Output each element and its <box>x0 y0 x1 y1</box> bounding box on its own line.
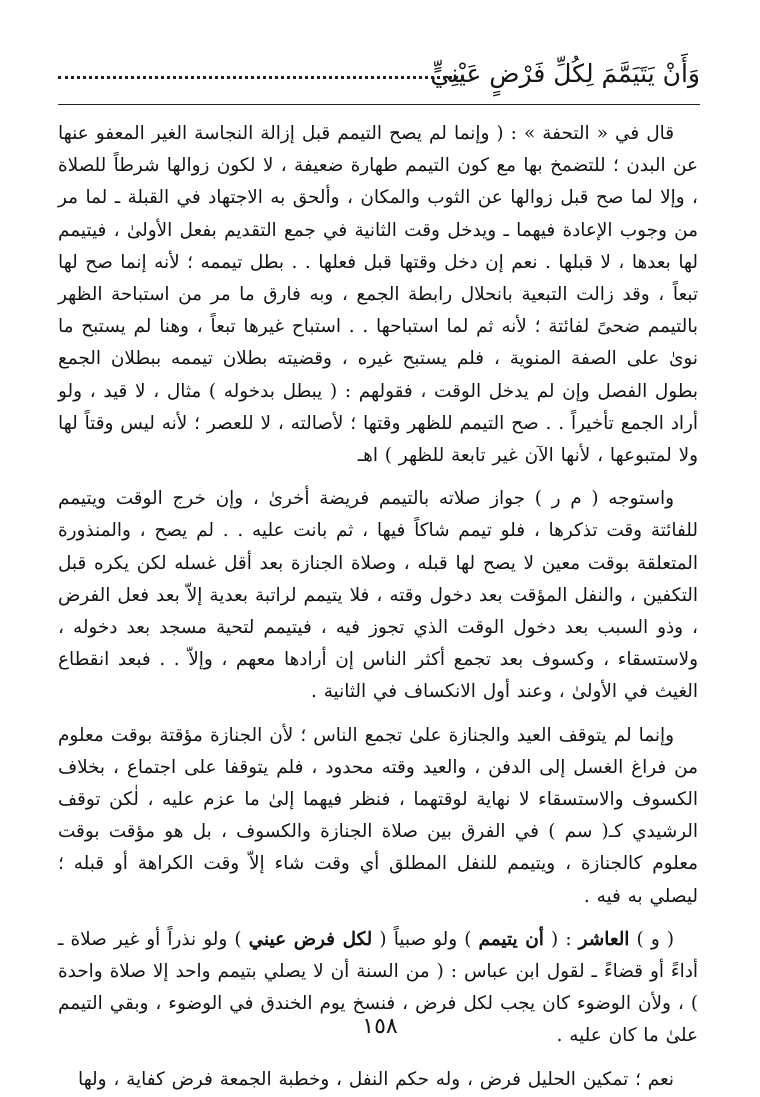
paragraph-gap <box>58 476 698 477</box>
page-header <box>58 52 700 98</box>
tenth-rest: ) ولو نذراً أو غير صلاة ـ أداءً أو قضاءً ـ لقول ابن عباس : ( من السنة أن لا يصلي بتيمم واحد إلا صلاة واحدة ) ، ولأن الوضوء كان يجب لكل فرض ، فنسخ يوم الخندق في الوضوء ، وبقي التيمم علىٰ ما كان عليه . <box>58 928 698 1047</box>
page-body <box>58 118 698 1096</box>
paragraph-eid-janazah: وإنما لم يتوقف العيد والجنازة علىٰ تجمع الناس ؛ لأن الجنازة مؤقتة بوقت معلوم من فراغ الغسل إلى الدفن ، والعيد وقته محدود ، فلم يتوقفا على اجتماع ، بخلاف الكسوف والاستسقاء لا نهاية لوقتهما ، فنظر فيهما إلىٰ ما عزم عليه ، لٰكن توقف الرشيدي كـ( سم ) في الفرق بين صلاة الجنازة والكسوف ، بل هو مؤقت بوقت معلوم كالجنازة ، ويتيمم للنفل المطلق أي وقت شاء إلاّ وقت الكراهة أو قبله ؛ ليصلي به فيه . <box>58 724 698 907</box>
tenth-sep1: : ( <box>543 928 579 950</box>
header-dotted-leader <box>58 76 464 79</box>
tenth-sep2: ) ولو صبياً ( <box>372 928 479 950</box>
tenth-term2: لكل فرض عيني <box>248 928 373 950</box>
running-title: وَأَنْ يَتَيَمَّمَ لِكُلِّ فَرْضٍ عَيْنِيٍّ <box>430 59 700 88</box>
paragraph-mr-opinion: واستوجه ( م ر ) جواز صلاته بالتيمم فريضة أخرىٰ ، وإن خرج الوقت ويتيمم للفائتة وقت تذكرها ، فلو تيمم شاكاً فيها ، ثم بانت عليه . . لم يصح ، والمنذورة المتعلقة بوقت معين لا يصح لها قبله ، وصلاة الجنازة بعد أقل غسله لكن يكره قبل التكفين ، والنفل المؤقت بعد دخول وقته ، فلا يتيمم لراتبة بعدية إلاّ بعد فعل الفرض ، وذو السبب بعد دخول الوقت الذي تجوز فيه ، فيتيمم لتحية مسجد بعد دخوله ، ولاستسقاء ، وكسوف بعد تجمع أكثر الناس إن أرادها معهم ، وإلاّ . . فبعد انقطاع الغيث في الأولىٰ ، وعند أول الانكساف في الثانية . <box>58 488 698 703</box>
tenth-term1: أن يتيمم <box>478 928 544 950</box>
page-number: ١٥٨ <box>362 1014 398 1039</box>
paragraph-tuhfa-quote: قال في « التحفة » : ( وإنما لم يصح التيمم قبل إزالة النجاسة الغير المعفو عنها عن البدن ؛ للتضمخ بها مع كون التيمم طهارة ضعيفة ، لا لكون زوالها شرطاً للصلاة ، وإلا لما صح قبل زوالها عن الثوب والمكان ، وألحق به الاجتهاد في القبلة ـ لما مر من وجوب الإعادة فيهما ـ ويدخل وقت الثانية في جمع التقديم بفعل الأولىٰ ، فيتيمم لها بعدها ، لا قبلها . نعم إن دخل وقتها قبل فعلها . . بطل تيممه ؛ لأنه إنما صح لها تبعاً ، وقد زالت التبعية بانحلال رابطة الجمع ، وبه فارق ما مر من استباحة الظهر بالتيمم ضحىً لفائتة ؛ لأنه ثم لما استباحها . . استباح غيرها تبعاً ، وهنا لم يستبح ما نوىٰ على الصفة المنوية ، فلم يستبح غيره ، وقضيته بطلان تيممه ببطلان الجمع بطول الفصل وإن لم يدخل الوقت ، فقولهم : ( يبطل بدخوله ) مثال ، لا قيد ، ولو أراد الجمع تأخيراً . . صح التيمم للظهر وقتها ؛ لأصالته ، لا للعصر ؛ لأنه ليس وقتاً لها ولا لمتبوعها ، لأنها الآن غير تابعة للظهر ) اهـ <box>58 123 698 467</box>
paragraph-gap <box>58 713 698 714</box>
tenth-label: العاشر <box>578 928 630 950</box>
tenth-intro: ( و ) <box>629 928 674 950</box>
header-rule <box>58 104 700 105</box>
paragraph-gap <box>58 1057 698 1058</box>
paragraph-gap <box>58 917 698 918</box>
paragraph-last-line: نعم ؛ تمكين الحليل فرض ، وله حكم النفل ، وخطبة الجمعة فرض كفاية ، ولها <box>77 1068 674 1090</box>
